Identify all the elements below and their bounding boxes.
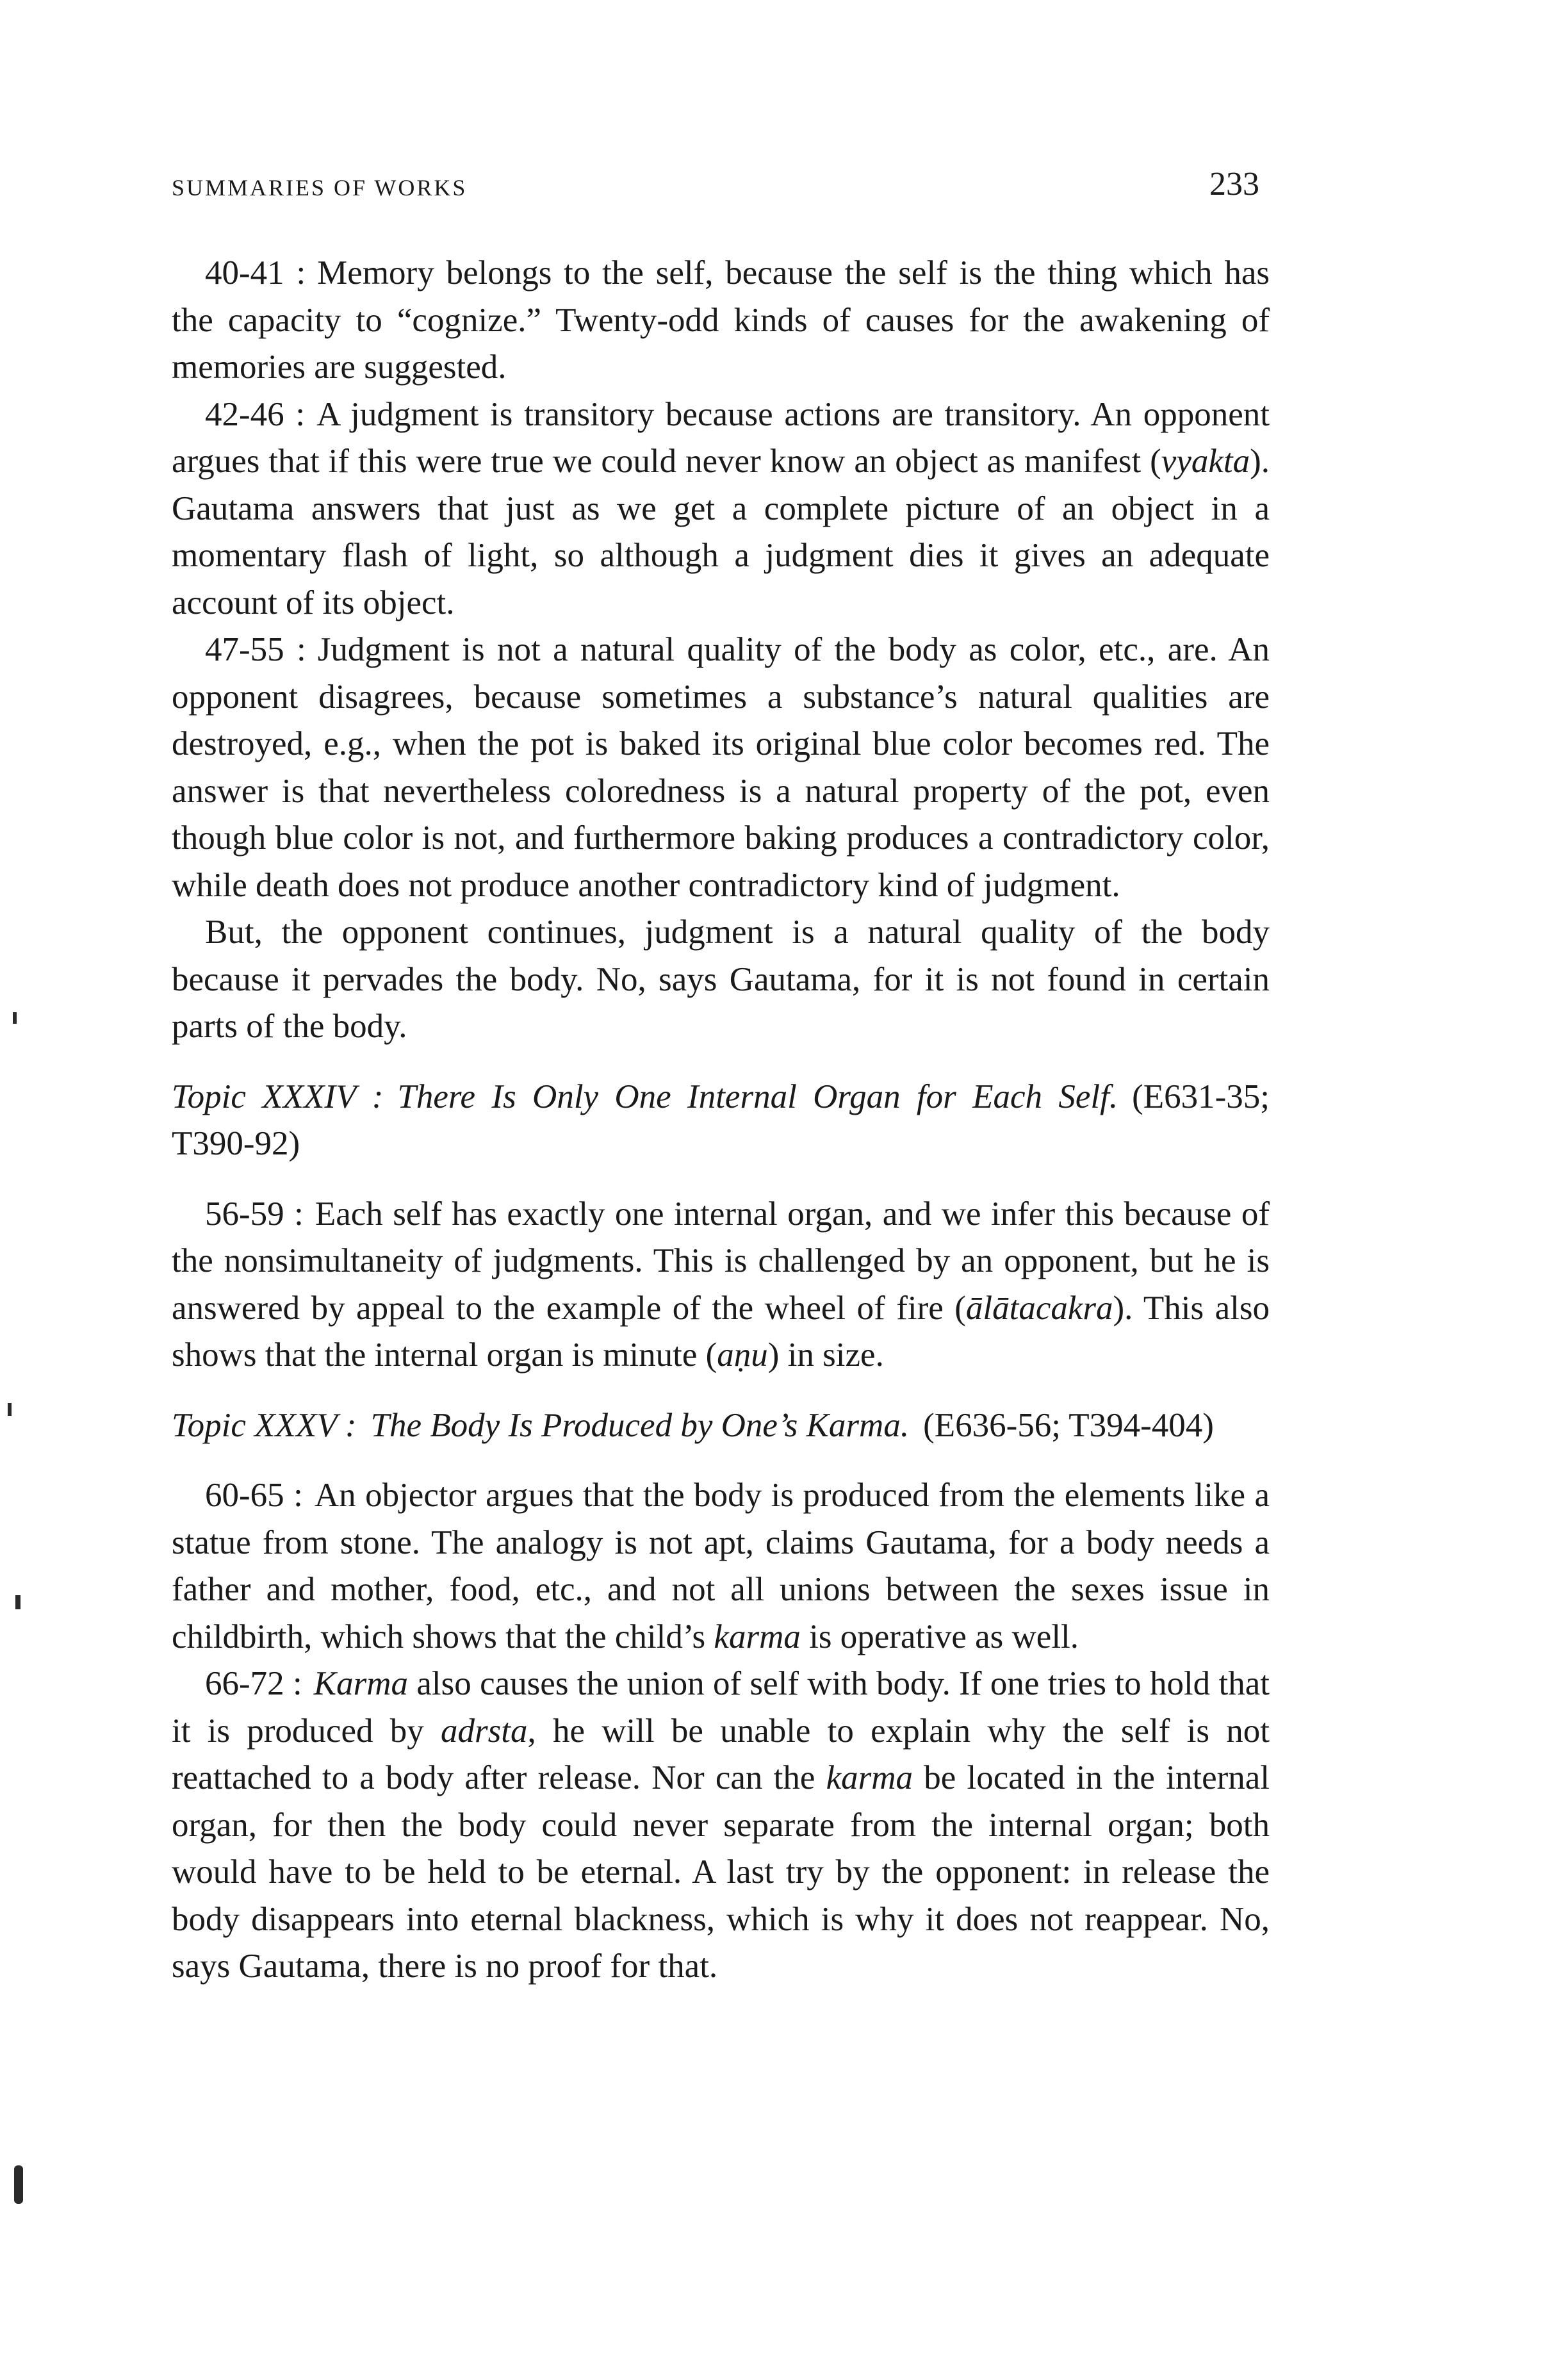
paragraph-56-59 — [172, 1191, 1270, 1379]
margin-mark — [14, 2165, 23, 2204]
paragraph-text: Each self has exactly one internal organ, and we infer this because of the nonsimultaneity of judgments. This is challenged by an opponent, but he is answered by appeal to the example of the wheel of fire ( — [172, 1195, 1270, 1327]
section-number: 60-65 : — [205, 1477, 303, 1514]
paragraph-text: , he will be unable to explain why the self is not reattached to a body after release. Nor can the — [172, 1712, 1270, 1796]
topic-label: Topic XXXV : — [172, 1406, 357, 1444]
margin-mark — [13, 1012, 17, 1024]
margin-mark — [8, 1403, 12, 1416]
paragraph-continuation — [172, 909, 1270, 1051]
paragraph-60-65 — [172, 1472, 1270, 1661]
running-head: SUMMARIES OF WORKS — [172, 175, 468, 201]
section-number: 56-59 : — [205, 1195, 304, 1233]
section-number: 66-72 : — [205, 1665, 302, 1702]
margin-mark — [15, 1595, 20, 1609]
sanskrit-term: ālātacakra — [965, 1289, 1113, 1327]
paragraph-47-55 — [172, 627, 1270, 909]
section-number: 47-55 : — [205, 631, 306, 668]
page-number: 233 — [1209, 166, 1259, 202]
sanskrit-term: adrsta — [440, 1712, 528, 1750]
topic-references: (E631-35; T390-92) — [172, 1078, 1270, 1162]
paragraph-42-46 — [172, 391, 1270, 627]
page-body — [172, 250, 1270, 1990]
paragraph-text: But, the opponent continues, judgment is a natural quality of the body because it pervades the body. No, says Gautama, for it is not found in certain parts of the body. — [172, 914, 1270, 1045]
sanskrit-term: aṇu — [717, 1336, 768, 1374]
paragraph-text: Memory belongs to the self, because the self is the thing which has the capacity to “cognize.” Twenty-odd kinds of causes for the awakening of memories are suggested. — [172, 254, 1270, 386]
paragraph-text: is operative as well. — [800, 1618, 1079, 1655]
topic-label: Topic XXXIV : — [172, 1078, 384, 1115]
paragraph-text: ). This also shows that the internal organ is minute ( — [172, 1289, 1270, 1374]
topic-heading-xxxv — [172, 1402, 1270, 1450]
topic-references: (E636-56; T394-404) — [923, 1406, 1214, 1444]
paragraph-text: also causes the union of self with body. If one tries to hold that it is produced by — [172, 1665, 1270, 1750]
paragraph-text: be located in the internal organ, for then the body could never separate from the internal organ; both would have to be held to be eternal. A last try by the opponent: in release the body disappears into eternal blackness, which is why it does not reappear. No, says Gautama, there is no proof for that. — [172, 1759, 1270, 1985]
section-number: 42-46 : — [205, 395, 306, 433]
paragraph-40-41 — [172, 250, 1270, 391]
paragraph-text: A judgment is transitory because actions are transitory. An opponent argues that if this were true we could never know an object as manifest ( — [172, 395, 1270, 480]
topic-title: There Is Only One Internal Organ for Each Self. — [397, 1078, 1118, 1115]
paragraph-text: An objector argues that the body is produced from the elements like a statue from stone. The analogy is not apt, claims Gautama, for a body needs a father and mother, food, etc., and not all unions between the sexes issue in childbirth, which shows that the child’s — [172, 1477, 1270, 1655]
topic-title: The Body Is Produced by One’s Karma. — [370, 1406, 910, 1444]
topic-heading-xxxiv — [172, 1074, 1270, 1168]
sanskrit-term: karma — [714, 1618, 801, 1655]
sanskrit-term: karma — [826, 1759, 913, 1796]
section-number: 40-41 : — [205, 254, 306, 291]
paragraph-text: ). Gautama answers that just as we get a complete picture of an object in a momentary flash of light, so although a judgment dies it gives an adequate account of its object. — [172, 443, 1270, 621]
sanskrit-term: vyakta — [1161, 443, 1250, 480]
paragraph-text: ) in size. — [767, 1336, 884, 1374]
paragraph-text: Judgment is not a natural quality of the body as color, etc., are. An opponent disagrees, because sometimes a substance’s natural qualities are destroyed, e.g., when the pot is baked its original blue color becomes red. The answer is that nevertheless coloredness is a natural property of the pot, even though blue color is not, and furthermore baking produces a contradictory color, while death does not produce another contradictory kind of judgment. — [172, 631, 1270, 904]
paragraph-66-72 — [172, 1661, 1270, 1990]
sanskrit-term: Karma — [313, 1665, 409, 1702]
